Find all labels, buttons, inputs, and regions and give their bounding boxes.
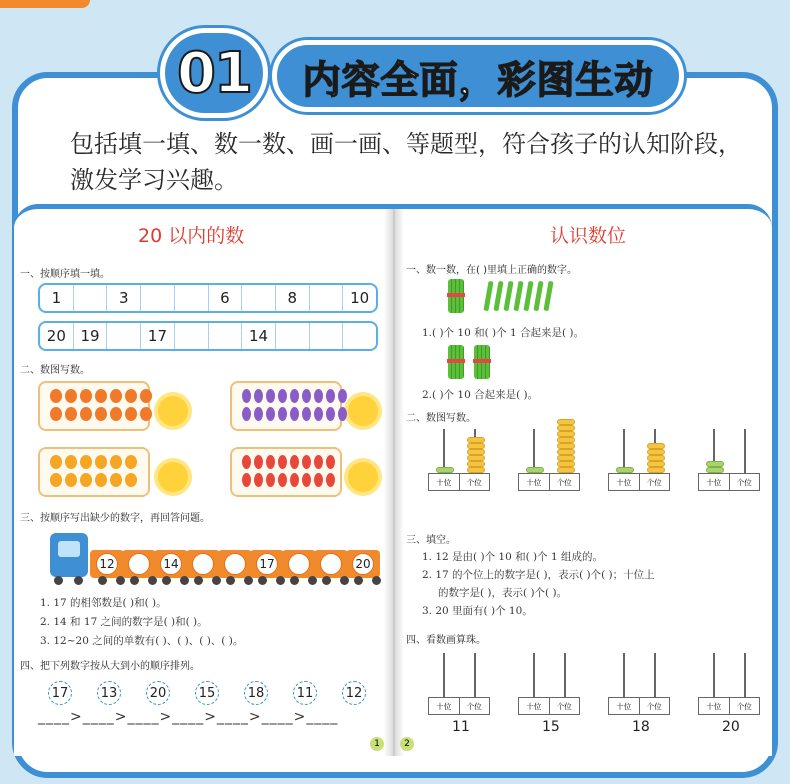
abacus-bead [557, 461, 575, 467]
train-car [122, 550, 156, 578]
wheel-icon [162, 576, 171, 585]
fruit-icon [242, 407, 251, 421]
fruit-icon [302, 407, 311, 421]
abacus-bead [467, 437, 485, 443]
train-window [58, 541, 80, 557]
fruit-icon [254, 407, 263, 421]
train-car [282, 550, 316, 578]
header-title: 内容全面，彩图生动 [302, 57, 654, 102]
fruit-icon [65, 407, 77, 421]
wheel-icon [98, 576, 107, 585]
left-sec4: 四、把下列数字按从大到小的顺序排列。 [20, 661, 200, 672]
fruit-icon [95, 389, 107, 403]
train-number: 20 [352, 553, 374, 575]
cell: 19 [74, 323, 108, 349]
cell[interactable] [141, 285, 175, 311]
fruit-icon [242, 455, 251, 469]
stick-bundle-icon [448, 279, 464, 313]
fruit-icon [110, 407, 122, 421]
number-row-2 [38, 321, 378, 351]
fruit-icon [125, 389, 137, 403]
fruit-icon [50, 473, 62, 487]
abacus-base [428, 473, 490, 491]
train-number[interactable] [320, 553, 342, 575]
tens-label: 十位 [699, 474, 730, 490]
fruit-icon [314, 455, 323, 469]
wheel-icon [354, 576, 363, 585]
fruit-icon [290, 407, 299, 421]
train-number[interactable] [192, 553, 214, 575]
abacus-bead [647, 443, 665, 449]
train-car [346, 550, 380, 578]
ones-label: 个位 [736, 701, 752, 711]
right-f3: 3. 20 里面有( )个 10。 [422, 605, 533, 617]
abacus-bead [557, 419, 575, 425]
abacus-bead [467, 455, 485, 461]
fruit-icon [50, 455, 62, 469]
cell: 8 [276, 285, 310, 311]
wheel-icon [276, 576, 285, 585]
fruit-icon [314, 473, 323, 487]
abacus-base [518, 697, 580, 715]
sort-blanks[interactable]: ____>____>____>____>____>____>____ [38, 709, 339, 725]
fruit-icon [254, 389, 263, 403]
abacus-bead [557, 431, 575, 437]
wheel-icon [180, 576, 189, 585]
fruit-icon [326, 407, 335, 421]
stick-icon [493, 281, 503, 311]
sun-icon [158, 396, 188, 426]
train-car [154, 550, 188, 578]
fruit-icon [125, 455, 137, 469]
left-q2: 2. 14 和 17 之间的数字是( )和( )。 [40, 616, 208, 628]
abacus-rod [443, 653, 445, 697]
fruit-icon [80, 455, 92, 469]
left-page [14, 209, 390, 756]
left-q3: 3. 12~20 之间的单数有( )、( )、( )、( )。 [40, 635, 244, 647]
cell[interactable] [107, 323, 141, 349]
fruit-icon [125, 473, 137, 487]
tens-label: 十位 [609, 698, 640, 714]
badge-number: 01 [177, 40, 251, 106]
abacus-number: 18 [632, 719, 650, 735]
wheel-icon [148, 576, 157, 585]
right-f1: 1. 12 是由( )个 10 和( )个 1 组成的。 [422, 551, 604, 563]
left-q1: 1. 17 的相邻数是( )和( )。 [40, 597, 167, 609]
cell: 14 [242, 323, 276, 349]
stick-icon [483, 281, 493, 311]
abacus-bead [557, 425, 575, 431]
abacus-base [698, 473, 760, 491]
wheel-icon [372, 576, 381, 585]
train-number: 12 [96, 553, 118, 575]
abacus-bead [557, 455, 575, 461]
sun-icon [348, 462, 378, 492]
stick-icon [513, 281, 523, 311]
wheel-icon [212, 576, 221, 585]
tens-label: 十位 [429, 474, 460, 490]
stick-icon [543, 281, 553, 311]
workbook-spread [14, 204, 772, 756]
sort-number: 15 [195, 681, 219, 705]
abacus-bead [706, 461, 724, 467]
abacus-bead [647, 461, 665, 467]
left-page-title: 20 以内的数 [138, 225, 245, 247]
wheel-icon [258, 576, 267, 585]
abacus-rod [744, 429, 746, 473]
cell: 10 [350, 289, 370, 307]
sun-icon [348, 396, 378, 426]
fruit-icon [95, 473, 107, 487]
ones-label: 个位 [556, 477, 572, 487]
abacus-base [608, 697, 670, 715]
train-car [90, 550, 124, 578]
abacus-bead [647, 449, 665, 455]
abacus [428, 429, 490, 493]
train-number[interactable] [128, 553, 150, 575]
abacus-bead [557, 443, 575, 449]
wheel-icon [74, 576, 83, 585]
cell[interactable] [209, 323, 243, 349]
cell[interactable] [276, 323, 310, 349]
fruit-icon [80, 473, 92, 487]
stick-icon [523, 281, 533, 311]
cell[interactable] [175, 285, 209, 311]
abacus-number: 15 [542, 719, 560, 735]
fruit-icon [140, 389, 152, 403]
wheel-icon [322, 576, 331, 585]
train-car [250, 550, 284, 578]
number-badge [160, 28, 268, 118]
abacus-bead [467, 443, 485, 449]
tens-label: 十位 [699, 698, 730, 714]
fruit-icon [50, 407, 62, 421]
tens-label: 十位 [519, 474, 550, 490]
fruit-icon [254, 455, 263, 469]
cell: 3 [107, 285, 141, 311]
fruit-icon [278, 407, 287, 421]
sort-number: 17 [48, 681, 72, 705]
abacus-rod [713, 653, 715, 697]
sort-number: 18 [244, 681, 268, 705]
fruit-icon [80, 389, 92, 403]
wheel-icon [340, 576, 349, 585]
fruit-icon [326, 455, 335, 469]
left-sec2: 二、数图写数。 [20, 365, 90, 376]
fruit-icon [65, 455, 77, 469]
cell[interactable] [343, 323, 376, 349]
wheel-icon [54, 576, 63, 585]
train-car [218, 550, 252, 578]
cell: 20 [40, 323, 74, 349]
sort-number: 13 [97, 681, 121, 705]
abacus-bead [557, 449, 575, 455]
stick-bundle-icon [448, 345, 464, 379]
cell[interactable] [175, 323, 209, 349]
fruit-icon [314, 407, 323, 421]
ones-label: 个位 [466, 701, 482, 711]
cell[interactable] [242, 285, 276, 311]
cell: 17 [141, 323, 175, 349]
right-page [394, 209, 772, 756]
right-sec1: 一、数一数，在( )里填上正确的数字。 [406, 265, 577, 276]
description: 包括填一填、数一数、画一画、等题型，符合孩子的认知阶段，激发学习兴趣。 [70, 130, 742, 194]
abacus-rod [654, 653, 656, 697]
fruit-icon [338, 407, 347, 421]
train-number: 14 [160, 553, 182, 575]
stick-icon [503, 281, 513, 311]
abacus-base [608, 473, 670, 491]
abacus-base [518, 473, 580, 491]
stick-bundle-icon [474, 345, 490, 379]
fruit-icon [278, 455, 287, 469]
fruit-icon [95, 455, 107, 469]
right-sec3: 三、填空。 [406, 535, 456, 546]
fruit-icon [95, 407, 107, 421]
fruit-icon [254, 473, 263, 487]
fruit-icon [125, 407, 137, 421]
wheel-icon [290, 576, 299, 585]
abacus [518, 653, 580, 717]
cell: 1 [40, 285, 74, 311]
ones-label: 个位 [556, 701, 572, 711]
abacus-rod [744, 653, 746, 697]
fruit-icon [290, 455, 299, 469]
abacus [698, 653, 760, 717]
sort-number: 12 [342, 681, 366, 705]
fruit-icon [266, 407, 275, 421]
right-page-number: 2 [400, 737, 414, 751]
ones-label: 个位 [736, 477, 752, 487]
fruit-icon [290, 473, 299, 487]
right-q2: 2.( )个 10 合起来是( )。 [422, 389, 539, 401]
right-f2: 2. 17 的个位上的数字是( )，表示( )个( )；十位上 [422, 569, 655, 581]
train-car [186, 550, 220, 578]
cell[interactable] [310, 323, 344, 349]
fruit-icon [326, 473, 335, 487]
left-sec1: 一、按顺序填一填。 [20, 269, 110, 280]
wheel-icon [244, 576, 253, 585]
left-sec3: 三、按顺序写出缺少的数字，再回答问题。 [20, 513, 210, 524]
fruit-icon [278, 473, 287, 487]
title-pill [272, 40, 684, 112]
tens-label: 十位 [609, 474, 640, 490]
sort-number: 20 [146, 681, 170, 705]
cell[interactable] [310, 285, 344, 311]
ones-label: 个位 [646, 701, 662, 711]
abacus-number: 20 [722, 719, 740, 735]
wheel-icon [194, 576, 203, 585]
corner-decoration [0, 0, 90, 8]
fruit-icon [110, 473, 122, 487]
abacus [608, 429, 670, 493]
abacus-number: 11 [452, 719, 470, 735]
fruit-icon [302, 455, 311, 469]
fruit-icon [110, 389, 122, 403]
ones-label: 个位 [466, 477, 482, 487]
tens-label: 十位 [429, 698, 460, 714]
abacus-rod [564, 653, 566, 697]
abacus-bead [467, 461, 485, 467]
abacus [518, 429, 580, 493]
fruit-icon [302, 389, 311, 403]
abacus-bead [647, 455, 665, 461]
abacus-rod [533, 653, 535, 697]
abacus-rod [474, 653, 476, 697]
wheel-icon [130, 576, 139, 585]
sun-icon [158, 462, 188, 492]
fruit-icon [266, 455, 275, 469]
abacus [608, 653, 670, 717]
fruit-icon [290, 389, 299, 403]
fruit-icon [266, 473, 275, 487]
wheel-icon [116, 576, 125, 585]
fruit-icon [314, 389, 323, 403]
abacus-base [698, 697, 760, 715]
fruit-icon [65, 389, 77, 403]
cell: 6 [209, 285, 243, 311]
fruit-icon [65, 473, 77, 487]
train-car [314, 550, 348, 578]
sort-number: 11 [293, 681, 317, 705]
fruit-icon [80, 407, 92, 421]
ones-label: 个位 [646, 477, 662, 487]
abacus-base [428, 697, 490, 715]
fruit-icon [140, 407, 152, 421]
right-page-title: 认识数位 [550, 225, 627, 247]
abacus-rod [623, 653, 625, 697]
abacus [698, 429, 760, 493]
abacus-bead [557, 437, 575, 443]
fruit-icon [50, 389, 62, 403]
wheel-icon [308, 576, 317, 585]
fruit-icon [338, 389, 347, 403]
fruit-icon [278, 389, 287, 403]
right-q1: 1.( )个 10 和( )个 1 合起来是( )。 [422, 327, 585, 339]
number-row-1 [38, 283, 378, 313]
fruit-icon [242, 389, 251, 403]
abacus [428, 653, 490, 717]
fruit-icon [326, 389, 335, 403]
train-number[interactable] [224, 553, 246, 575]
fruit-icon [302, 473, 311, 487]
wheel-icon [226, 576, 235, 585]
right-f2b: 的数字是( )，表示( )个( )。 [438, 587, 568, 599]
right-sec4: 四、看数画算珠。 [406, 635, 486, 646]
fruit-icon [242, 473, 251, 487]
fruit-icon [266, 389, 275, 403]
train-number: 17 [256, 553, 278, 575]
stick-icon [533, 281, 543, 311]
abacus-bead [467, 449, 485, 455]
cell[interactable] [74, 285, 108, 311]
fruit-icon [110, 455, 122, 469]
train-number[interactable] [288, 553, 310, 575]
right-sec2: 二、数图写数。 [406, 413, 476, 424]
left-page-number: 1 [370, 737, 384, 751]
tens-label: 十位 [519, 698, 550, 714]
